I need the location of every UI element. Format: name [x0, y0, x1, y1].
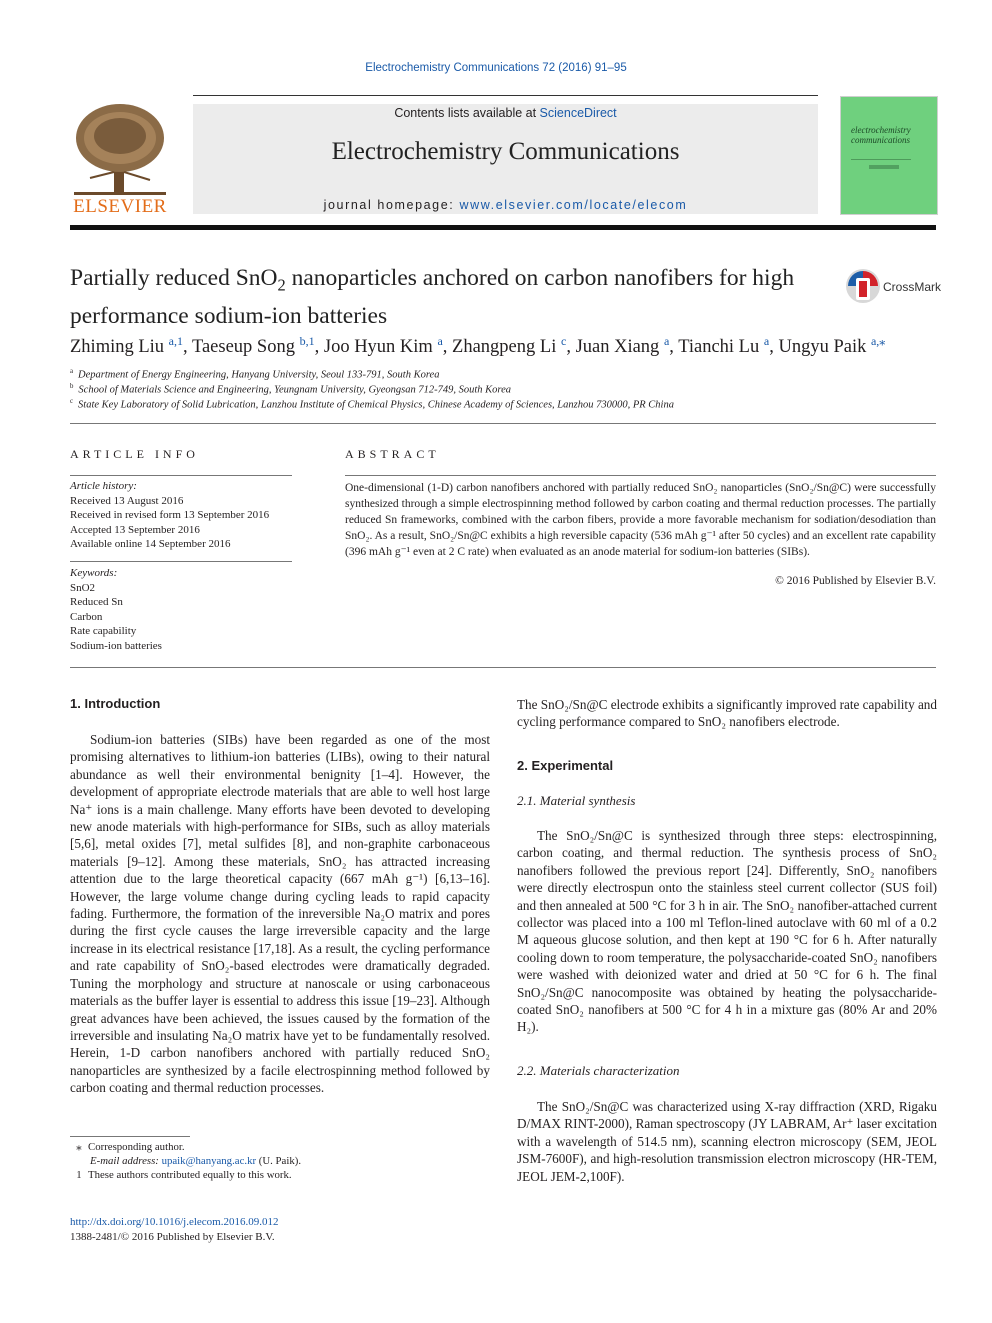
abstract-heading: ABSTRACT	[345, 447, 440, 461]
abstract-bottom-rule	[70, 667, 936, 668]
abstract-text: One-dimensional (1-D) carbon nanofibers anchored with partially reduced SnO₂ nanoparticles (SnO₂/Sn@C) were successfully synthesized through a simple electrospinning method followed by carbon coating and thermal reduction processes. The partially reduced Sn frameworks, combined with the carbon fibers, provide a more favorable mechanism for sodiation/desodiation than SnO₂. As a result, SnO₂/Sn@C exhibits a high reversible capacity (536 mAh g⁻¹ after 50 cycles) and an excellent rate capability (396 mAh g⁻¹ even at 2 C rate) when evaluated as an anode material for sodium-ion batteries (SIBs).	[345, 482, 936, 558]
section-heading-introduction: 1. Introduction	[70, 696, 161, 711]
keyword: Sodium-ion batteries	[70, 639, 162, 652]
header-rule	[193, 95, 818, 96]
history-revised: Received in revised form 13 September 2016	[70, 509, 270, 521]
keyword: Reduced Sn	[70, 596, 123, 608]
author[interactable]: Joo Hyun Kim $^a$	[323, 334, 443, 358]
article-info-heading: ARTICLE INFO	[70, 447, 199, 461]
footnote-email	[70, 1154, 510, 1168]
sciencedirect-link[interactable]: ScienceDirect	[539, 106, 617, 120]
header-thick-rule	[70, 225, 936, 230]
footnote-corresponding	[70, 1140, 490, 1154]
characterization-body	[517, 1098, 937, 1185]
footnote-corresponding-text: Corresponding author.	[88, 1141, 185, 1153]
abstract-rule	[345, 475, 936, 476]
keywords-rule	[70, 561, 292, 562]
article-title	[70, 263, 830, 331]
journal-citation[interactable]: Electrochemistry Communications 72 (2016) 91–95	[365, 62, 627, 74]
footnote-mark: ⁎	[76, 1141, 82, 1153]
history-online: Available online 14 September 2016	[70, 538, 231, 550]
affiliation-b: $^b$ School of Materials Science and Engineering, Yeungnam University, Gyeongsan 712-749, South Korea	[70, 383, 511, 396]
crossmark-label: CrossMark	[883, 280, 942, 294]
history-label: Article history:	[70, 480, 137, 492]
footnote-equal-text: These authors contributed equally to this work.	[88, 1169, 292, 1181]
footnote-rule	[70, 1136, 190, 1137]
cover-rule	[851, 159, 911, 160]
crossmark-badge[interactable]	[845, 268, 940, 306]
contents-line	[193, 106, 818, 120]
homepage-prefix: journal homepage:	[323, 198, 460, 212]
introduction-body	[70, 731, 490, 1097]
keywords-label: Keywords:	[70, 567, 118, 579]
article-info-rule	[70, 475, 292, 476]
author[interactable]: Zhiming Liu $^{a,1}$	[70, 334, 184, 358]
introduction-paragraph: Sodium-ion batteries (SIBs) have been regarded as one of the most promising alternatives to lithium-ion batteries (LIBs), owing to their natural abundance as well their environmental benignity [1–4]. However, the development of appropriate electrode materials that are able to well host large Na⁺ ions is a main challenge. Many efforts have been devoted to developing new anode materials with high-performance for SIBs, such as alloy materials [5,6], metal oxides [7], metal sulfides [8], and non-graphite carbonaceous materials [9–12]. Among these materials, SnO₂ has attracted increasing attention due to the large theoretical capacity (667 mAh g⁻¹) [6,13–16]. However, the large volume change during cycling leads to rapid capacity fading. Furthermore, the formation of the inreversible Na₂O matrix and pores during the first cycle causes the large irreversible capacity and the large increase in its electrical resistance [17,18]. As a result, the cycling performance and rate capability of SnO₂-based electrodes were dramatically degraded. Tuning the morphology and structure at nanoscale or using carbonaceous materials as the buffer layer is essential to address this issue [19–23]. Although great advances have been achieved, the issues caused by the formation of the irreversible and insulating Na₂O matrix have yet to be fundamentally resolved. Herein, 1-D carbon nanofibers anchored with partially reduced SnO₂ nanoparticles are synthesized by a facile electrospinning method followed by carbon coating and thermal reduction processes.	[70, 732, 490, 1096]
footnote-equal	[70, 1168, 490, 1182]
affiliation-a: $^a$ Department of Energy Engineering, Hanyang University, Seoul 133-791, South Korea	[70, 368, 440, 381]
elsevier-wordmark: ELSEVIER	[73, 196, 167, 217]
subsection-heading-characterization: 2.2. Materials characterization	[517, 1063, 680, 1078]
cover-title: electrochemistry communications	[851, 125, 911, 145]
keywords	[70, 566, 292, 653]
keyword: Rate capability	[70, 625, 137, 637]
footer	[70, 1215, 278, 1244]
issn-line: 1388-2481/© 2016 Published by Elsevier B.V.	[70, 1230, 275, 1243]
affiliation-c: $^c$ State Key Laboratory of Solid Lubrication, Lanzhou Institute of Chemical Physics, Chinese Academy of Sciences, Lanzhou 730000, PR China	[70, 398, 674, 411]
journal-homepage	[193, 198, 818, 212]
author[interactable]: Juan Xiang $^a$	[575, 334, 670, 358]
keyword: Carbon	[70, 610, 103, 623]
email-label: E-mail address:	[90, 1155, 162, 1167]
right-column-continuation	[517, 696, 937, 731]
journal-cover[interactable]	[840, 96, 938, 215]
subsection-heading-material-synthesis: 2.1. Material synthesis	[517, 793, 636, 808]
continuation-paragraph: The SnO₂/Sn@C electrode exhibits a significantly improved rate capability and cycling performance compared to SnO₂ nanofibers electrode.	[517, 697, 937, 730]
author[interactable]: Zhangpeng Li $^c$	[452, 334, 567, 358]
email-suffix: (U. Paik).	[256, 1155, 302, 1167]
author[interactable]: Taeseup Song $^{b,1}$	[191, 334, 315, 358]
article-history	[70, 479, 292, 552]
journal-title: Electrochemistry Communications	[331, 138, 680, 165]
footnote-equal-mark: 1	[76, 1169, 82, 1181]
elsevier-logo[interactable]	[70, 100, 170, 218]
history-received: Received 13 August 2016	[70, 494, 184, 507]
affiliation-rule	[70, 423, 936, 424]
history-accepted: Accepted 13 September 2016	[70, 523, 200, 536]
email-link[interactable]: upaik@hanyang.ac.kr	[161, 1155, 257, 1167]
author[interactable]: Ungyu Paik $^{a,⁎}$	[778, 334, 886, 358]
title-subscript: 2	[277, 275, 286, 295]
contents-prefix: Contents lists available at	[394, 106, 540, 120]
material-synthesis-body	[517, 827, 937, 1036]
homepage-link[interactable]: www.elsevier.com/locate/elecom	[459, 198, 688, 212]
doi-link[interactable]: http://dx.doi.org/10.1016/j.elecom.2016.09.012	[70, 1216, 279, 1228]
author-list: Zhiming Liu $^{a,1}$, Taeseup Song $^{b,1}$, Joo Hyun Kim $^a$, Zhangpeng Li $^c$, Juan Xiang $^a$, Tianchi Lu $^a$, Ungyu Paik $^{a,⁎}$	[70, 334, 886, 358]
keyword: SnO2	[70, 581, 96, 594]
abstract-copyright: © 2016 Published by Elsevier B.V.	[775, 575, 936, 587]
title-part-2: nanoparticles anchored on carbon nanofibers for high performance sodium-ion batteries	[70, 265, 795, 329]
cover-mark	[869, 165, 899, 169]
author[interactable]: Tianchi Lu $^a$	[678, 334, 770, 358]
crossmark-icon	[845, 268, 881, 304]
material-synthesis-paragraph: The SnO₂/Sn@C is synthesized through three steps: electrospinning, carbon coating, and thermal reduction. The synthesis process of SnO₂ nanofibers followed the previous report [24]. Differently, SnO₂ nanofibers were directly electrospun onto the stainless steel current collector (SUS foil) and then annealed at 500 °C for 3 h in air. The SnO₂ nanofiber-attached current collector was placed into a 100 ml Teflon-lined autoclave with 60 ml of a 0.2 M aqueous glucose solution, and then kept at 190 °C for 6 h. After naturally cooling down to room temperature, the polysaccharide-coated SnO₂ nanofibers were washed with deionized water and dried at 50 °C for 6 h. The final SnO₂/Sn@C nanocomposite was obtained by heating the polysaccharide-coated SnO₂ nanofibers at 500 °C for 4 h in a mixture gas (80% Ar and 20% H₂).	[517, 828, 937, 1035]
title-part-1: Partially reduced SnO	[70, 265, 278, 291]
characterization-paragraph: The SnO₂/Sn@C was characterized using X-ray diffraction (XRD, Rigaku D/MAX RINT-2000), Raman spectroscopy (JY LABRAM, Ar⁺ laser excitation with a wavelength of 514.5 nm), scanning electron microscopy (SEM, JEOL JSM-7600F), and high-resolution transmission electron microscopy (HR-TEM, JEOL JEM-2,100F).	[517, 1099, 937, 1184]
section-heading-experimental: 2. Experimental	[517, 758, 614, 773]
